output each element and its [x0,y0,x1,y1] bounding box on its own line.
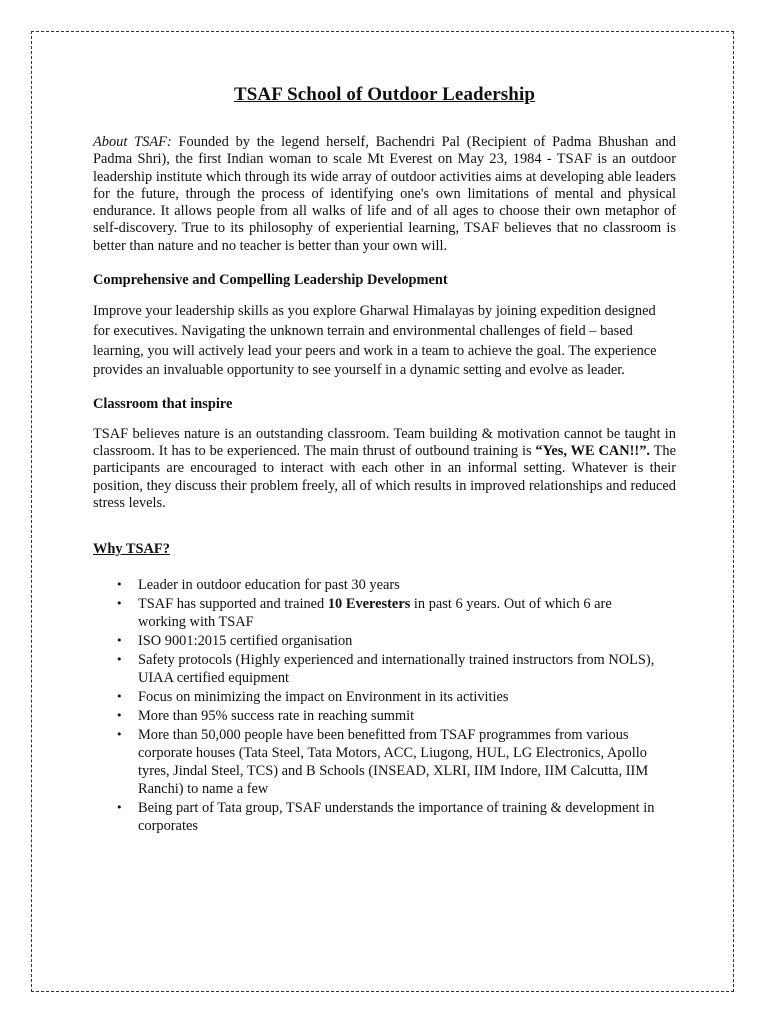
comprehensive-heading: Comprehensive and Compelling Leadership Development [93,272,448,289]
bullet-item [93,576,658,594]
bullet-text: More than 50,000 people have been benefitted from TSAF programmes from various corporate houses (Tata Steel, Tata Motors, ACC, Liugong, HUL, LG Electronics, Apollo tyres, Jindal Steel, TCS) and B Schools (INSEAD, XLRI, IIM Indore, IIM Calcutta, IIM Ranchi) to name a few [138,727,649,798]
bullet-text: Being part of Tata group, TSAF understands the importance of training & development in corporates [138,800,655,835]
bullet-item [93,651,658,687]
classroom-text-before: TSAF believes nature is an outstanding classroom. Team building & motivation cannot be taught in classroom. It has to be experienced. The main thrust of outbound training is [93,425,676,459]
bullet-icon: • [116,634,123,648]
classroom-paragraph [93,426,676,512]
bullet-icon: • [116,578,123,592]
bullet-text: Leader in outdoor education for past 30 years [138,577,400,594]
about-paragraph [93,134,676,255]
bullet-icon: • [116,728,123,742]
bullet-icon: • [116,597,123,611]
about-text: Founded by the legend herself, Bachendri Pal (Recipient of Padma Bhushan and Padma Shri), the first Indian woman to scale Mt Everest on May 23, 1984 - TSAF is an outdoor leadership institute which through its wide array of outdoor activities aims at developing able leaders for the future, through the process of identifying one's own limitations of mental and physical endurance. It allows people from all walks of life and of all ages to choose their own metaphor of self-discovery. True to its philosophy of experiential learning, TSAF believes that no classroom is better than nature and no teacher is better than your own will. [93,134,676,254]
bullet-text: ISO 9001:2015 certified organisation [138,633,353,650]
bullet-text-before: TSAF has supported and trained [138,596,328,613]
bullet-icon: • [116,709,123,723]
classroom-heading: Classroom that inspire [93,395,233,412]
document-body [93,84,676,836]
why-heading: Why TSAF? [93,541,170,558]
bullet-item [93,595,658,631]
bullet-text-after: in past 6 years. Out of which 6 are working with TSAF [138,596,612,631]
bullet-item [93,726,658,798]
bullet-item [93,707,658,725]
about-label: About TSAF: [93,134,172,150]
bullet-text-bold: 10 Everesters [327,596,411,613]
bullet-icon: • [116,690,123,704]
bullet-icon: • [116,653,123,667]
bullet-text: Safety protocols (Highly experienced and internationally trained instructors from NOLS), UIAA certified equipment [138,652,655,687]
page-title: TSAF School of Outdoor Leadership [233,84,535,105]
bullet-icon: • [116,801,123,815]
why-bullet-list [93,576,676,835]
bullet-text: Focus on minimizing the impact on Environment in its activities [138,689,509,706]
classroom-text-after: The participants are encouraged to interact with each other in an informal setting. Whatever is their position, they discuss their problem freely, all of which results in improved relationships and reduced stress levels. [93,442,676,511]
comprehensive-paragraph: Improve your leadership skills as you explore Gharwal Himalayas by joining expedition designed for executives. Navigating the unknown terrain and environmental challenges of field – based learning, you will actively lead your peers and work in a team to achieve the goal. The experience provides an invaluable opportunity to see yourself in a dynamic setting and evolve as leader. [93,303,657,379]
classroom-quote: “Yes, WE CAN!!”. [535,442,651,459]
bullet-text: More than 95% success rate in reaching summit [138,708,415,725]
bullet-item [93,688,658,706]
bullet-item [93,632,658,650]
bullet-item [93,799,658,835]
